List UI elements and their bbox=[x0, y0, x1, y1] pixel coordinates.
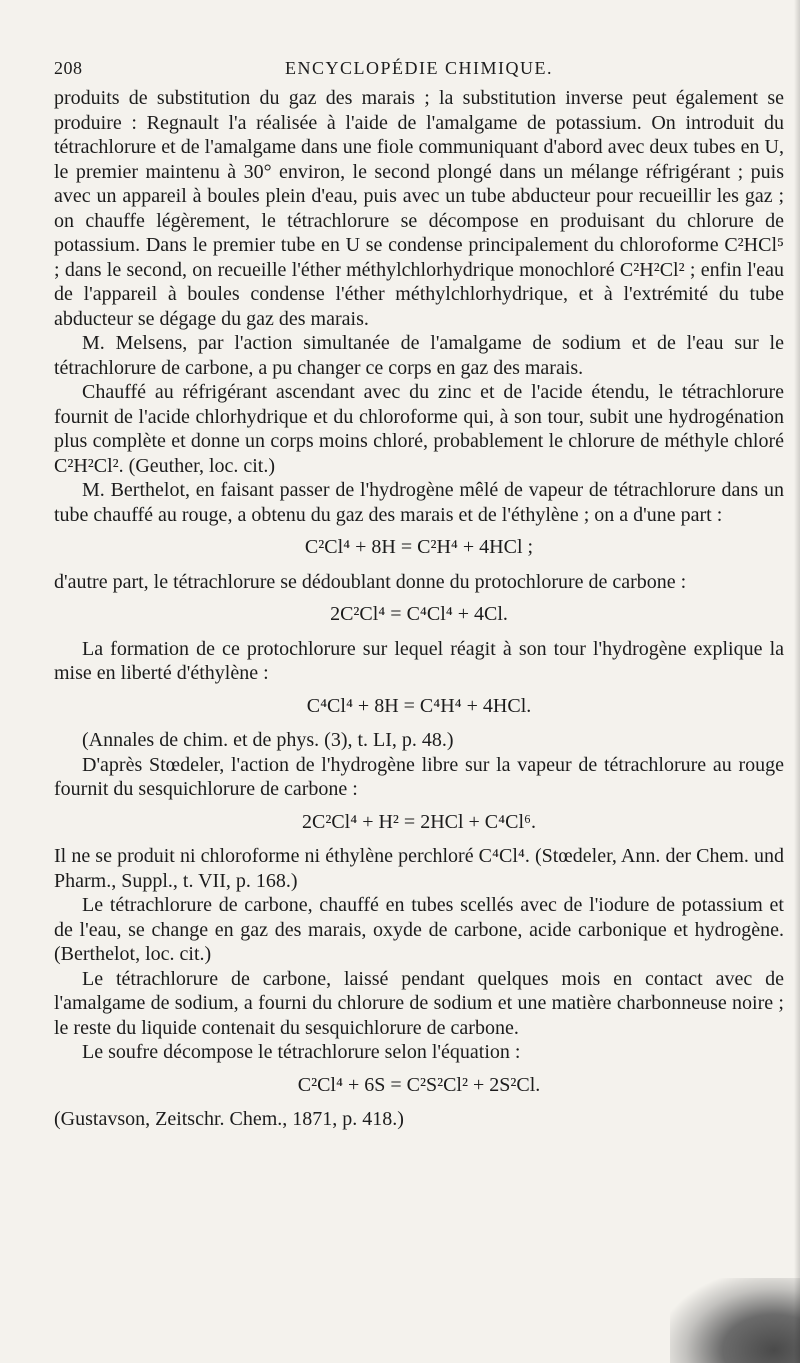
paragraph: M. Berthelot, en faisant passer de l'hydrogène mêlé de vapeur de tétrachlorure dans un tube chauffé au rouge, a obtenu du gaz des marais et de l'éthylène ; on a d'une part : bbox=[54, 479, 784, 526]
paragraph: Le tétrachlorure de carbone, chauffé en tubes scellés avec de l'iodure de potassium et de l'eau, se change en gaz des marais, oxyde de carbone, acide carbonique et hydrogène. (Berthelot, loc. cit.) bbox=[54, 894, 784, 965]
equation: C²Cl⁴ + 6S = C²S²Cl² + 2S²Cl. bbox=[297, 1073, 541, 1096]
page-stain bbox=[670, 1278, 800, 1363]
citation: (Gustavson, Zeitschr. Chem., 1871, p. 418.) bbox=[54, 1108, 404, 1130]
body-text bbox=[54, 86, 784, 1132]
equation: 2C²Cl⁴ = C⁴Cl⁴ + 4Cl. bbox=[330, 603, 508, 625]
citation: (Annales de chim. et de phys. (3), t. LI, p. 48.) bbox=[82, 729, 454, 751]
running-head: ENCYCLOPÉDIE CHIMIQUE. bbox=[285, 58, 553, 78]
equation: C²Cl⁴ + 8H = C²H⁴ + 4HCl ; bbox=[304, 536, 534, 558]
paragraph: Chauffé au réfrigérant ascendant avec du zinc et de l'acide étendu, le tétrachlorure fournit de l'acide chlorhydrique et du chloroforme qui, à son tour, subit une hydrogénation plus complète et donne un corps moins chloré, probablement le chlorure de méthyle chloré C²H²Cl². (Geuther, loc. cit.) bbox=[54, 381, 784, 477]
paragraph: Il ne se produit ni chloroforme ni éthylène perchloré C⁴Cl⁴. (Stœdeler, Ann. der Chem. und Pharm., Suppl., t. VII, p. 168.) bbox=[54, 845, 784, 892]
page bbox=[54, 52, 784, 1132]
equation: 2C²Cl⁴ + H² = 2HCl + C⁴Cl⁶. bbox=[301, 810, 536, 833]
paragraph: d'autre part, le tétrachlorure se dédoublant donne du protochlorure de carbone : bbox=[54, 570, 687, 593]
paragraph: D'après Stœdeler, l'action de l'hydrogène libre sur la vapeur de tétrachlorure au rouge fournit du sesquichlorure de carbone : bbox=[54, 753, 784, 800]
paragraph: La formation de ce protochlorure sur lequel réagit à son tour l'hydrogène explique la mise en liberté d'éthylène : bbox=[54, 637, 784, 684]
paragraph: Le tétrachlorure de carbone, laissé pendant quelques mois en contact avec de l'amalgame de sodium, a fourni du chlorure de sodium et une matière charbonneuse noire ; le reste du liquide contenait du sesquichlorure de carbone. bbox=[54, 967, 784, 1039]
page-edge-shadow bbox=[794, 0, 800, 1363]
page-number: 208 bbox=[54, 58, 83, 78]
equation: C⁴Cl⁴ + 8H = C⁴H⁴ + 4HCl. bbox=[306, 694, 532, 717]
paragraph: M. Melsens, par l'action simultanée de l'amalgame de sodium et de l'eau sur le tétrachlorure de carbone, a pu changer ce corps en gaz des marais. bbox=[54, 332, 784, 379]
paragraph: produits de substitution du gaz des marais ; la substitution inverse peut également se produire : Regnault l'a réalisée à l'aide de l'amalgame de potassium. On introduit du tétrachlorure et de l'amalgame dans une fiole communiquant d'abord avec deux tubes en U, le premier maintenu à 30° environ, le second plongé dans un mélange réfrigérant ; puis avec un appareil à boules plein d'eau, puis avec un tube abducteur pour recueillir les gaz ; on chauffe légèrement, le tétrachlorure se décompose en produisant du chlorure de potassium. Dans le premier tube en U se condense principalement du chloroforme C²HCl⁵ ; dans le second, on recueille l'éther méthylchlorhydrique monochloré C²H²Cl² ; enfin l'eau de l'appareil à boules condense l'éther méthylchlorhydrique, et à l'extrémité du tube abducteur se dégage du gaz des marais. bbox=[54, 87, 784, 330]
paragraph: Le soufre décompose le tétrachlorure selon l'équation : bbox=[82, 1041, 521, 1063]
page-header bbox=[54, 52, 784, 86]
